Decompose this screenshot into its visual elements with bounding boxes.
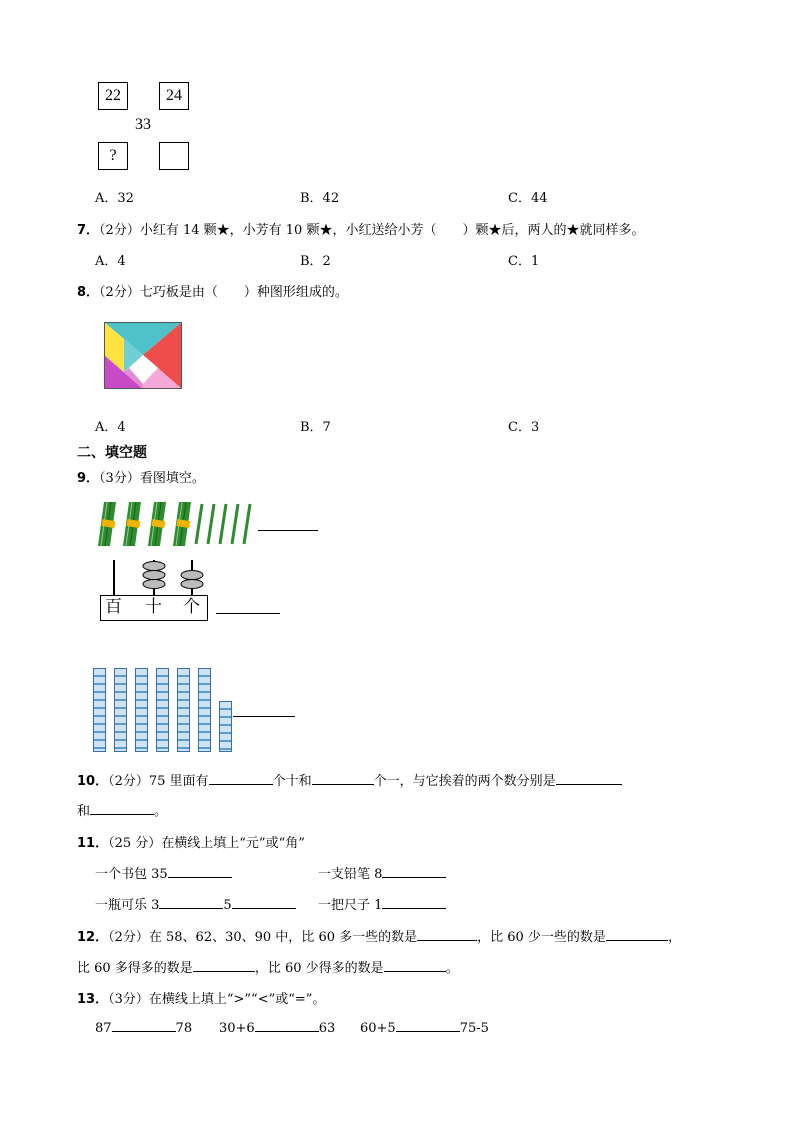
q13-text: 在横线上填上“>”“<”或“=”。 (148, 992, 326, 1007)
q10-blank-ones[interactable] (312, 772, 374, 785)
q11-item-ruler-label: 一把尺子 1 (318, 898, 383, 913)
q11-item-cola-label: 一瓶可乐 3 (95, 898, 160, 913)
abacus-image (100, 560, 210, 595)
q9-sticks-answer-blank[interactable] (258, 518, 318, 531)
grid-cell-top-right: 24 (159, 82, 189, 110)
q11-item-cola (95, 894, 296, 913)
grid-cell-top-left: 22 (98, 82, 128, 110)
q7-score: （2分） (99, 223, 140, 238)
q12-blank-much-more[interactable] (193, 959, 255, 972)
q11-item-schoolbag (95, 863, 232, 882)
q8-text: 七巧板是由（ ）种图形组成的。 (139, 285, 348, 300)
q13-compare-3-right: 75-5 (459, 1021, 489, 1036)
q8-option-c[interactable]: C．3 (508, 420, 540, 435)
q11-blank-ruler[interactable] (382, 896, 446, 909)
q12-text-6: 。 (445, 961, 459, 976)
q9-number: 9． (77, 471, 100, 486)
cube-rod-4 (156, 668, 169, 752)
q10-blank-neighbor-2[interactable] (90, 802, 154, 815)
grid-cell-bottom-right (159, 142, 189, 170)
abacus-bead-tens-3 (143, 580, 165, 589)
q9-score: （3分） (99, 471, 140, 486)
q12-blank-much-less[interactable] (384, 959, 446, 972)
q7-option-a[interactable]: A．4 (95, 254, 126, 269)
abacus-label-tens: 十 (145, 597, 162, 617)
q13-score: （3分） (108, 992, 149, 1007)
q11-item-ruler (318, 894, 446, 913)
q11-score: （25 分） (108, 836, 162, 851)
q13-compare-1-left: 87 (95, 1021, 112, 1036)
q12-text-4: 比 60 多得多的数是 (77, 961, 193, 976)
q13-blank-2[interactable] (255, 1019, 319, 1032)
q9-text: 看图填空。 (139, 471, 205, 486)
q12-blank-slightly-more[interactable] (417, 928, 477, 941)
q7-option-b[interactable]: B．2 (300, 254, 331, 269)
q12-number: 12． (77, 930, 109, 945)
abacus-label-ones: 个 (183, 597, 200, 617)
q13-compare-3-left: 60+5 (360, 1021, 396, 1036)
q12-text-2: ，比 60 少一些的数是 (477, 930, 606, 945)
q12-question-line1 (77, 926, 681, 945)
q8-number: 8． (77, 285, 100, 300)
section-heading-fill-blank: 二、填空题 (77, 445, 147, 461)
q7-number: 7． (77, 223, 100, 238)
q13-question (77, 988, 325, 1007)
q12-blank-slightly-less[interactable] (606, 928, 668, 941)
stick-bundle-3 (148, 502, 166, 546)
cube-rod-5 (177, 668, 190, 752)
single-stick-5 (244, 504, 250, 544)
abacus-bead-ones-1 (181, 571, 203, 580)
q10-question-line2 (77, 800, 167, 819)
q10-text-2: 个十和 (272, 774, 312, 789)
q10-text-1: 75 里面有 (148, 774, 209, 789)
abacus-bead-tens-1 (143, 562, 165, 571)
q10-text-4: 和 (77, 804, 91, 819)
abacus-bead-ones-2 (181, 580, 203, 589)
q10-blank-neighbor-1[interactable] (556, 772, 622, 785)
q9-abacus-answer-blank[interactable] (216, 601, 280, 614)
q13-compare-2 (219, 1019, 335, 1036)
q10-text-3: 个一，与它挨着的两个数分别是 (373, 774, 556, 789)
q13-compare-3 (360, 1019, 489, 1036)
q12-score: （2分） (108, 930, 149, 945)
q11-item-pencil-label: 一支铅笔 8 (318, 867, 383, 882)
cube-rod-3 (135, 668, 148, 752)
cube-rod-2 (114, 668, 127, 752)
stick-bundle-4 (173, 502, 191, 546)
q13-compare-2-left: 30+6 (219, 1021, 255, 1036)
q6-option-c[interactable]: C．44 (508, 191, 548, 206)
q9-cubes-answer-blank[interactable] (233, 704, 295, 717)
q10-blank-tens[interactable] (209, 772, 273, 785)
q12-text-1: 在 58、62、30、90 中，比 60 多一些的数是 (148, 930, 418, 945)
q11-blank-cola-2[interactable] (232, 896, 296, 909)
q8-option-a[interactable]: A．4 (95, 420, 126, 435)
q8-score: （2分） (99, 285, 140, 300)
q9-question (77, 467, 205, 486)
q6-option-b[interactable]: B．42 (300, 191, 340, 206)
q12-question-line2 (77, 957, 459, 976)
q10-text-5: 。 (154, 804, 168, 819)
q12-text-5: ，比 60 少得多的数是 (254, 961, 384, 976)
q13-compare-2-right: 63 (318, 1021, 336, 1036)
q11-blank-pencil[interactable] (382, 865, 446, 878)
single-stick-4 (232, 504, 238, 544)
q10-score: （2分） (108, 774, 149, 789)
q8-question (77, 281, 348, 300)
q7-question (77, 219, 644, 238)
q8-option-b[interactable]: B．7 (300, 420, 331, 435)
cube-rod-6 (198, 668, 211, 752)
stick-bundle-2 (123, 502, 141, 546)
q11-item-schoolbag-label: 一个书包 35 (95, 867, 168, 882)
q12-text-3: ， (667, 930, 681, 945)
tangram-image (104, 322, 182, 389)
q11-text: 在横线上填上“元”或“角” (161, 836, 305, 851)
stick-bundle-1 (98, 502, 116, 546)
cube-small-stack (219, 701, 232, 752)
q7-text: 小红有 14 颗★，小芳有 10 颗★，小红送给小芳（ ）颗★后，两人的★就同样多。 (139, 223, 645, 238)
single-stick-2 (208, 504, 214, 544)
single-stick-1 (196, 504, 202, 544)
grid-cell-center: 33 (135, 116, 151, 133)
q13-compare-1-right: 78 (175, 1021, 193, 1036)
q11-blank-schoolbag[interactable] (168, 865, 232, 878)
cube-rod-1 (93, 668, 106, 752)
stick-bundles-image (96, 498, 256, 550)
q6-option-a[interactable]: A．32 (95, 191, 134, 206)
q11-item-pencil (318, 863, 446, 882)
abacus-label-hundreds: 百 (105, 597, 122, 617)
grid-cell-bottom-left: ? (98, 142, 128, 170)
cube-rods-image (93, 668, 233, 752)
q13-blank-1[interactable] (112, 1019, 176, 1032)
q11-blank-cola-1[interactable] (159, 896, 223, 909)
q11-question (77, 832, 305, 851)
q10-number: 10． (77, 774, 109, 789)
single-stick-3 (220, 504, 226, 544)
q13-blank-3[interactable] (396, 1019, 460, 1032)
q11-number: 11． (77, 836, 109, 851)
q10-question-line1 (77, 770, 622, 789)
q11-item-cola-label-2: 5 (223, 898, 232, 913)
q13-number: 13． (77, 992, 109, 1007)
q13-compare-1 (95, 1019, 192, 1036)
abacus-bead-tens-2 (143, 571, 165, 580)
abacus-label-box (100, 595, 208, 621)
q7-option-c[interactable]: C．1 (508, 254, 540, 269)
